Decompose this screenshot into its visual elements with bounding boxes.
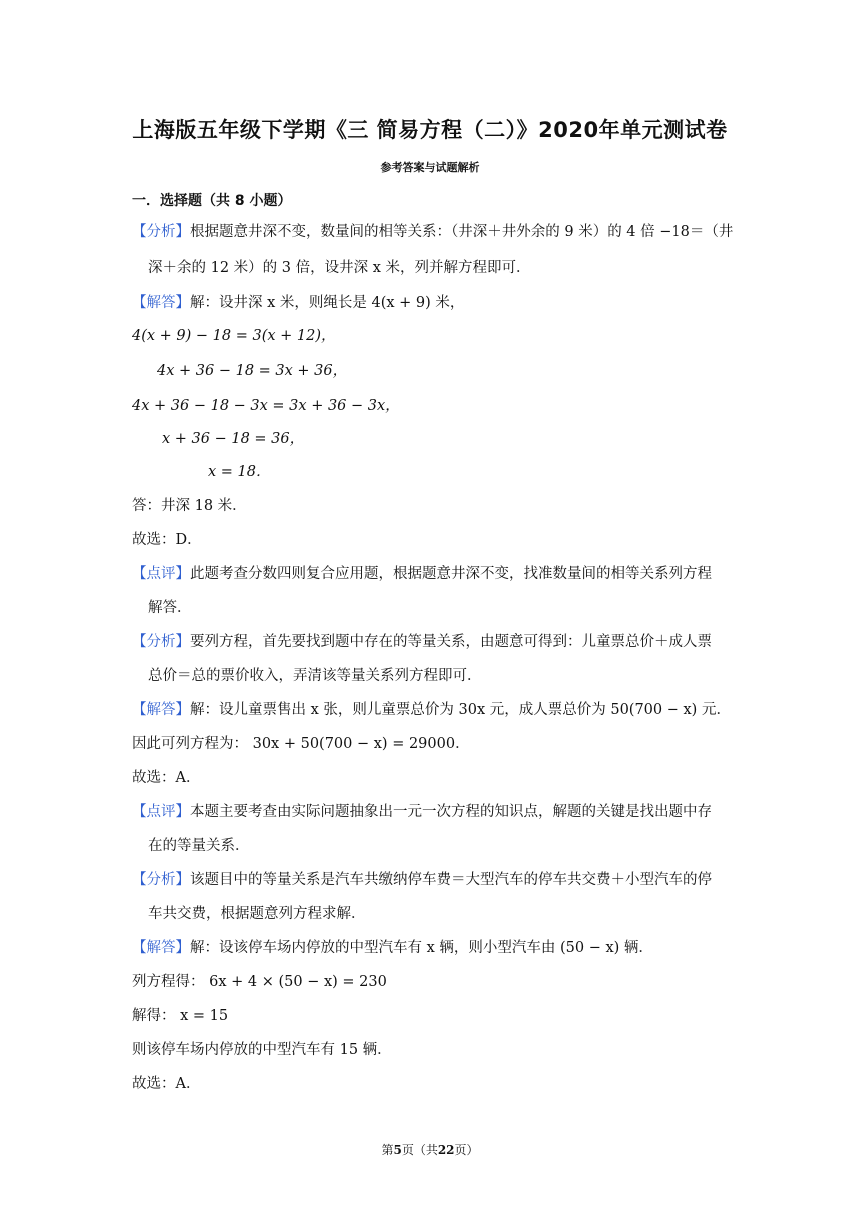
solution-text: 解：设井深 x 米，则绳长是 4(x + 9) 米， — [190, 295, 465, 311]
section-heading: 一．选择题（共 8 小题） — [132, 193, 292, 209]
analysis-tag: 【分析】 — [132, 872, 190, 888]
review-tag: 【点评】 — [132, 566, 190, 582]
footer-suffix: 页） — [454, 1143, 479, 1157]
analysis-text: 根据题意井深不变，数量间的相等关系：（井深＋井外余的 9 米）的 4 倍 −18＝（井 — [190, 224, 734, 240]
q3-conclusion: 则该停车场内停放的中型汽车有 15 辆． — [132, 1042, 392, 1058]
page-footer — [0, 1141, 860, 1158]
q3-choice: 故选：A． — [132, 1076, 201, 1092]
analysis-tag: 【分析】 — [132, 634, 190, 650]
q1-review-line-2: 解答． — [148, 600, 192, 616]
footer-page-number: 5 — [393, 1143, 402, 1157]
footer-prefix: 第 — [381, 1143, 394, 1157]
solution-text: 解：设该停车场内停放的中型汽车有 x 辆，则小型汽车由 (50 − x) 辆． — [190, 940, 653, 956]
analysis-text: 要列方程，首先要找到题中存在的等量关系，由题意可得到：儿童票总价＋成人票 — [190, 634, 712, 650]
solution-tag: 【解答】 — [132, 702, 190, 718]
review-text: 此题考查分数四则复合应用题，根据题意井深不变，找准数量间的相等关系列方程 — [190, 566, 712, 582]
q3-analysis-line-1 — [132, 870, 712, 890]
analysis-text: 该题目中的等量关系是汽车共缴纳停车费＝大型汽车的停车共交费＋小型汽车的停 — [190, 872, 712, 888]
q2-analysis-line-2: 总价＝总的票价收入，弄清该等量关系列方程即可． — [148, 668, 482, 684]
q3-analysis-line-2: 车共交费，根据题意列方程求解． — [148, 906, 366, 922]
review-text: 本题主要考查由实际问题抽象出一元一次方程的知识点，解题的关键是找出题中存 — [190, 804, 712, 820]
q1-analysis-line-1 — [132, 222, 733, 242]
q2-review-line-2: 在的等量关系． — [148, 838, 250, 854]
footer-middle: 页（共 — [401, 1143, 438, 1157]
page-subtitle: 参考答案与试题解析 — [380, 161, 480, 174]
q1-analysis-line-2: 深＋余的 12 米）的 3 倍，设井深 x 米，列并解方程即可． — [148, 260, 531, 276]
footer-total-pages: 22 — [437, 1143, 455, 1157]
q1-equation-2: 4x + 36 − 18 = 3x + 36， — [157, 363, 348, 379]
q2-solution-line — [132, 700, 731, 720]
q1-equation-4: x + 36 − 18 = 36， — [162, 431, 305, 447]
q1-choice: 故选：D． — [132, 532, 202, 548]
q2-review-line-1 — [132, 802, 712, 822]
q1-review-line-1 — [132, 564, 712, 584]
q1-equation-1: 4(x + 9) − 18 = 3(x + 12)， — [132, 328, 336, 344]
q2-choice: 故选：A． — [132, 770, 201, 786]
q2-analysis-line-1 — [132, 632, 712, 652]
q3-result: 解得： x = 15 — [132, 1008, 229, 1024]
q1-equation-5: x = 18． — [208, 464, 271, 480]
q2-equation: 因此可列方程为： 30x + 50(700 − x) = 29000． — [132, 736, 470, 752]
q1-answer: 答：井深 18 米． — [132, 498, 247, 514]
solution-text: 解：设儿童票售出 x 张，则儿童票总价为 30x 元，成人票总价为 50(700 − x) 元． — [190, 702, 731, 718]
review-tag: 【点评】 — [132, 804, 190, 820]
solution-tag: 【解答】 — [132, 295, 190, 311]
q1-equation-3: 4x + 36 − 18 − 3x = 3x + 36 − 3x， — [132, 398, 400, 414]
q3-solution-line — [132, 938, 653, 958]
page-title: 上海版五年级下学期《三 简易方程（二）》2020年单元测试卷 — [132, 118, 728, 142]
q3-equation: 列方程得： 6x + 4 × (50 − x) = 230 — [132, 974, 387, 990]
q1-solution-line — [132, 293, 464, 313]
analysis-tag: 【分析】 — [132, 224, 190, 240]
solution-tag: 【解答】 — [132, 940, 190, 956]
